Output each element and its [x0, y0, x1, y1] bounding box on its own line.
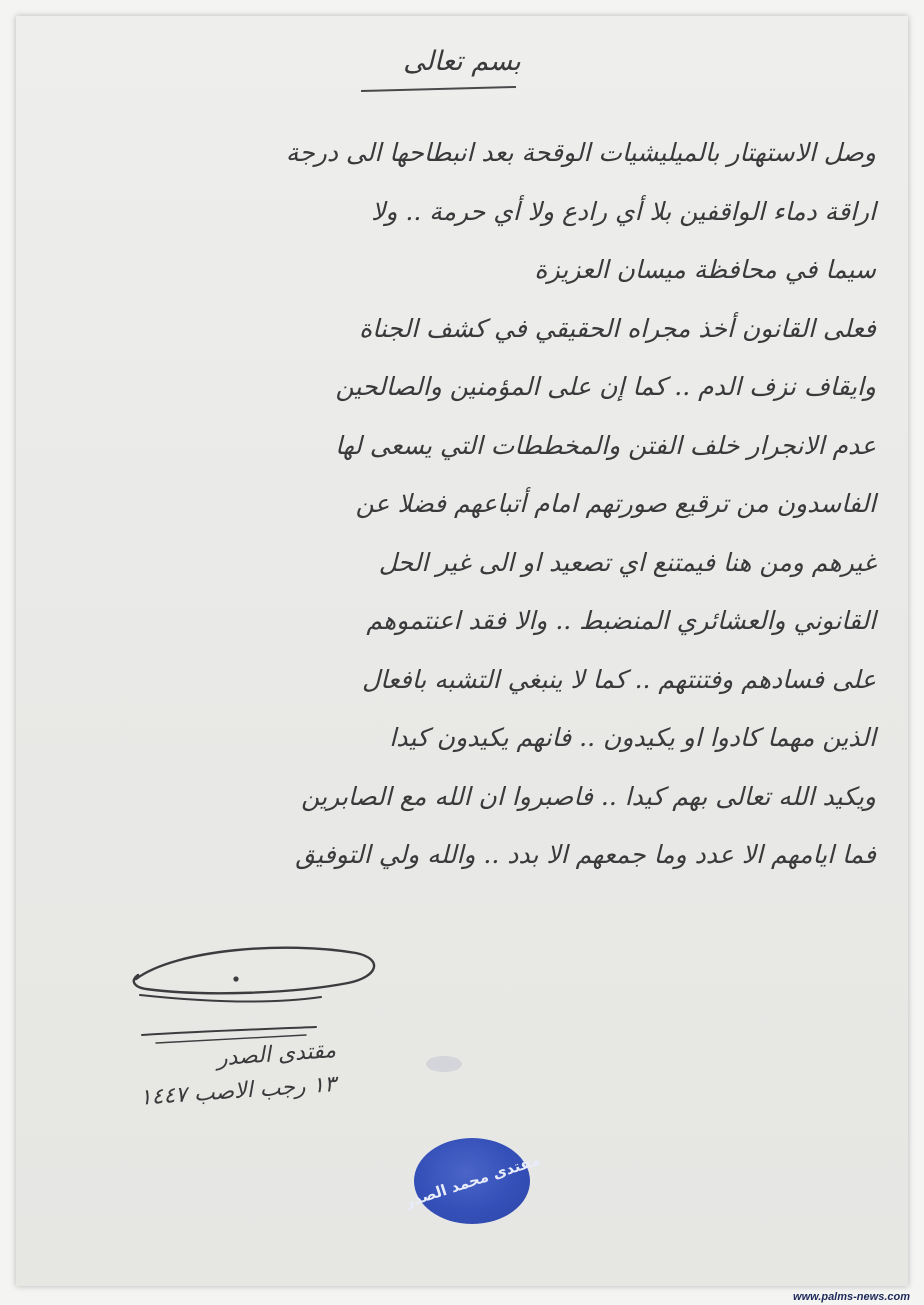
handwritten-signature — [116, 931, 386, 1051]
body-line: غيرهم ومن هنا فيمتنع اي تصعيد او الى غير الحل — [378, 547, 876, 577]
body-line: اراقة دماء الواقفين بلا أي رادع ولا أي حرمة .. ولا — [371, 196, 876, 226]
body-line: سيما في محافظة ميسان العزيزة — [534, 255, 876, 284]
body-line: الذين مهما كادوا او يكيدون .. فانهم يكيدون كيدا — [389, 723, 876, 752]
body-line: ويكيد الله تعالى بهم كيدا .. فاصبروا ان الله مع الصابرين — [301, 781, 876, 811]
body-line: القانوني والعشائري المنضبط .. والا فقد اعنتموهم — [366, 606, 876, 635]
body-line: على فسادهم وفتنتهم .. كما لا ينبغي التشبه بافعال — [361, 664, 876, 694]
ink-smudge — [426, 1056, 462, 1072]
heading-underline — [361, 86, 516, 92]
signatory-block — [96, 1034, 337, 1111]
letter-heading: بسم تعالى — [403, 46, 521, 77]
letter-body — [46, 124, 876, 885]
body-line: وصل الاستهتار بالميليشيات الوقحة بعد انبطاحها الى درجة — [285, 138, 876, 167]
body-line: وايقاف نزف الدم .. كما إن على المؤمنين والصالحين — [335, 372, 876, 401]
official-seal — [402, 1138, 542, 1224]
signature-date: ١٣ رجب الاصب ١٤٤٧ — [138, 1072, 337, 1111]
signatory-name: مقتدى الصدر — [215, 1038, 337, 1072]
body-line: فما ايامهم الا عدد وما جمعهم الا بدد .. والله ولي التوفيق — [295, 840, 876, 869]
letter-paper — [16, 16, 908, 1286]
body-line: فعلى القانون أخذ مجراه الحقيقي في كشف الجناة — [359, 313, 876, 343]
body-line: الفاسدون من ترقيع صورتهم امام أتباعهم فضلا عن — [355, 489, 876, 518]
seal-text: مقتدى محمد الصدر — [402, 1150, 542, 1212]
body-line: عدم الانجرار خلف الفتن والمخططات التي يسعى لها — [335, 430, 876, 460]
site-watermark: www.palms-news.com — [793, 1291, 910, 1303]
